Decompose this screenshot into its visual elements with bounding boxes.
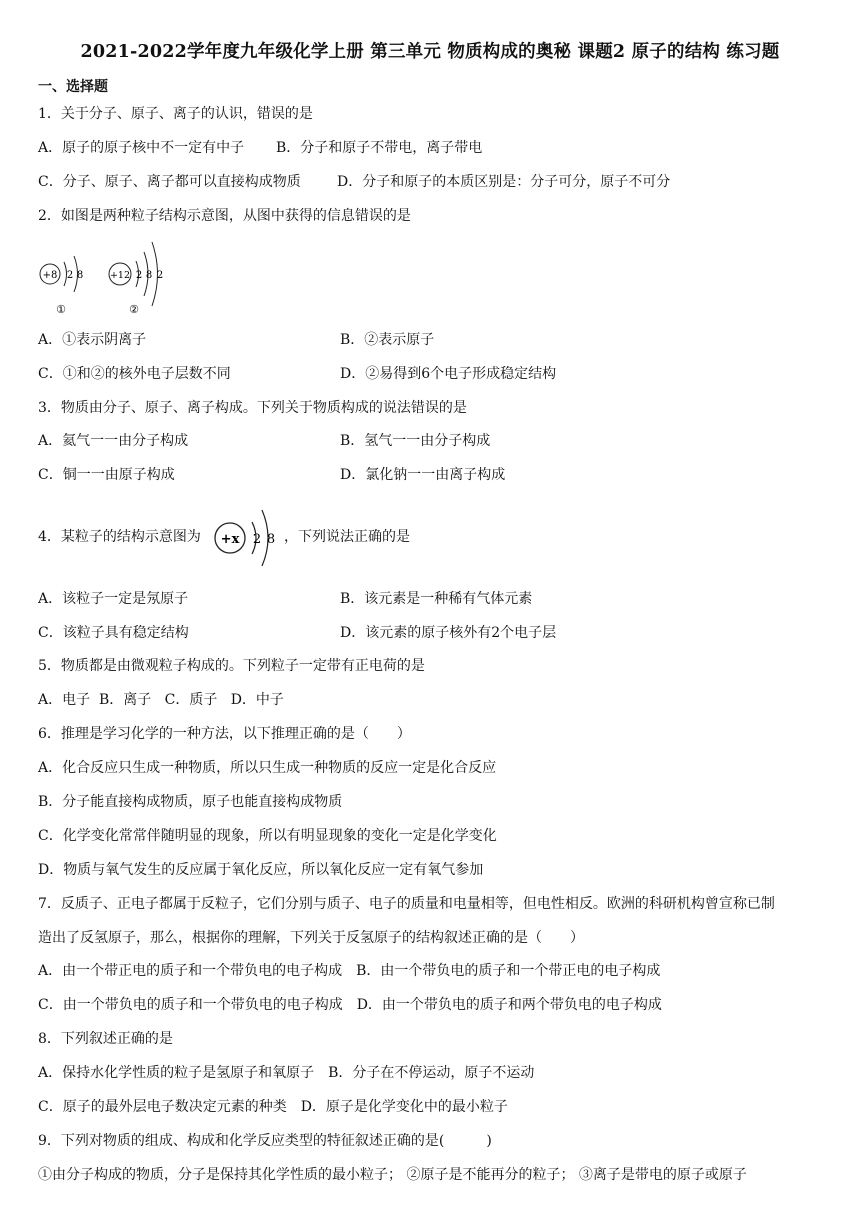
q4-option-c: C．该粒子具有稳定结构 [38,625,189,641]
shell-1-electrons-2: 2 [135,270,143,281]
q2-stem: 2．如图是两种粒子结构示意图，从图中获得的信息错误的是 [38,208,411,224]
q6-stem: 6．推理是学习化学的一种方法，以下推理正确的是（ ） [38,726,411,742]
nucleus-charge-2: +12 [109,270,131,281]
q6-option-d: D．物质与氧气发生的反应属于氧化反应，所以氧化反应一定有氧气参加 [38,862,484,878]
q4-shell-2-electrons: 8 [266,532,276,547]
q4-stem-suffix: ，下列说法正确的是 [284,529,410,545]
atom-structure-diagrams [38,234,178,318]
q4-stem-prefix: 4．某粒子的结构示意图为 [38,529,201,545]
q7-options-cd: C．由一个带负电的质子和一个带负电的电子构成 D．由一个带负电的质子和两个带负电的电子构成 [38,997,662,1013]
shell-2-electrons-2: 8 [145,270,153,281]
q6-option-a: A．化合反应只生成一种物质，所以只生成一种物质的反应一定是化合反应 [38,760,497,776]
q3-option-a: A．氦气一一由分子构成 [38,433,189,449]
q4-option-b: B．该元素是一种稀有气体元素 [340,591,533,607]
section-heading: 一、选择题 [38,79,108,95]
q1-option-b: B．分子和原子不带电，离子带电 [276,140,483,156]
q6-option-b: B．分子能直接构成物质，原子也能直接构成物质 [38,794,343,810]
q7-options-ab: A．由一个带正电的质子和一个带负电的电子构成 B．由一个带负电的质子和一个带正电的电子构成 [38,963,661,979]
q4-shell-1-electrons: 2 [252,532,262,547]
shell-3-electrons-2: 2 [156,270,164,281]
shell-2-electrons-1: 8 [76,270,84,281]
q4-option-d: D．该元素的原子核外有2个电子层 [340,625,557,641]
q6-option-c: C．化学变化常常伴随明显的现象，所以有明显现象的变化一定是化学变化 [38,828,497,844]
q7-stem-line-2: 造出了反氢原子，那么，根据你的理解，下列关于反氢原子的结构叙述正确的是（ ） [38,930,584,946]
q1-option-d: D．分子和原子的本质区别是：分子可分，原子不可分 [337,174,671,190]
nucleus-charge-1: +8 [42,270,58,281]
q8-stem: 8．下列叙述正确的是 [38,1031,173,1047]
q8-options-cd: C．原子的最外层电子数决定元素的种类 D．原子是化学变化中的最小粒子 [38,1099,508,1115]
q8-options-ab: A．保持水化学性质的粒子是氢原子和氧原子 B．分子在不停运动，原子不运动 [38,1065,535,1081]
diagram-label-2: ② [129,303,139,316]
q7-stem-line-1: 7．反质子、正电子都属于反粒子，它们分别与质子、电子的质量和电量相等，但电性相反。欧洲的科研机构曾宣称已制 [38,896,775,912]
q3-option-b: B．氢气一一由分子构成 [340,433,491,449]
q4-option-a: A．该粒子一定是氖原子 [38,591,189,607]
q2-option-d: D．②易得到6个电子形成稳定结构 [340,366,557,382]
q5-stem: 5．物质都是由微观粒子构成的。下列粒子一定带有正电荷的是 [38,658,425,674]
q4-nucleus-charge: +x [220,532,240,547]
q2-option-a: A．①表示阴离子 [38,332,147,348]
q9-stem: 9．下列对物质的组成、构成和化学反应类型的特征叙述正确的是( ) [38,1133,492,1149]
page-title: 2021-2022学年度九年级化学上册 第三单元 物质构成的奥秘 课题2 原子的结构 练习题 [80,42,780,62]
shell-1-electrons-1: 2 [66,270,74,281]
q3-stem: 3．物质由分子、原子、离子构成。下列关于物质构成的说法错误的是 [38,400,467,416]
q1-stem: 1．关于分子、原子、离子的认识，错误的是 [38,106,313,122]
q4-atom-structure-diagram [210,500,290,576]
q3-option-d: D．氯化钠一一由离子构成 [340,467,506,483]
q9-statement-line-1: ①由分子构成的物质，分子是保持其化学性质的最小粒子； ②原子是不能再分的粒子； ③离子是带电的原子或原子 [38,1167,747,1183]
q3-option-c: C．铜一一由原子构成 [38,467,175,483]
diagram-label-1: ① [56,303,66,316]
q2-option-b: B．②表示原子 [340,332,435,348]
q2-option-c: C．①和②的核外电子层数不同 [38,366,231,382]
q1-option-c: C．分子、原子、离子都可以直接构成物质 [38,174,301,190]
q5-options: A．电子 B．离子 C．质子 D．中子 [38,692,284,708]
q1-option-a: A．原子的原子核中不一定有中子 [38,140,245,156]
